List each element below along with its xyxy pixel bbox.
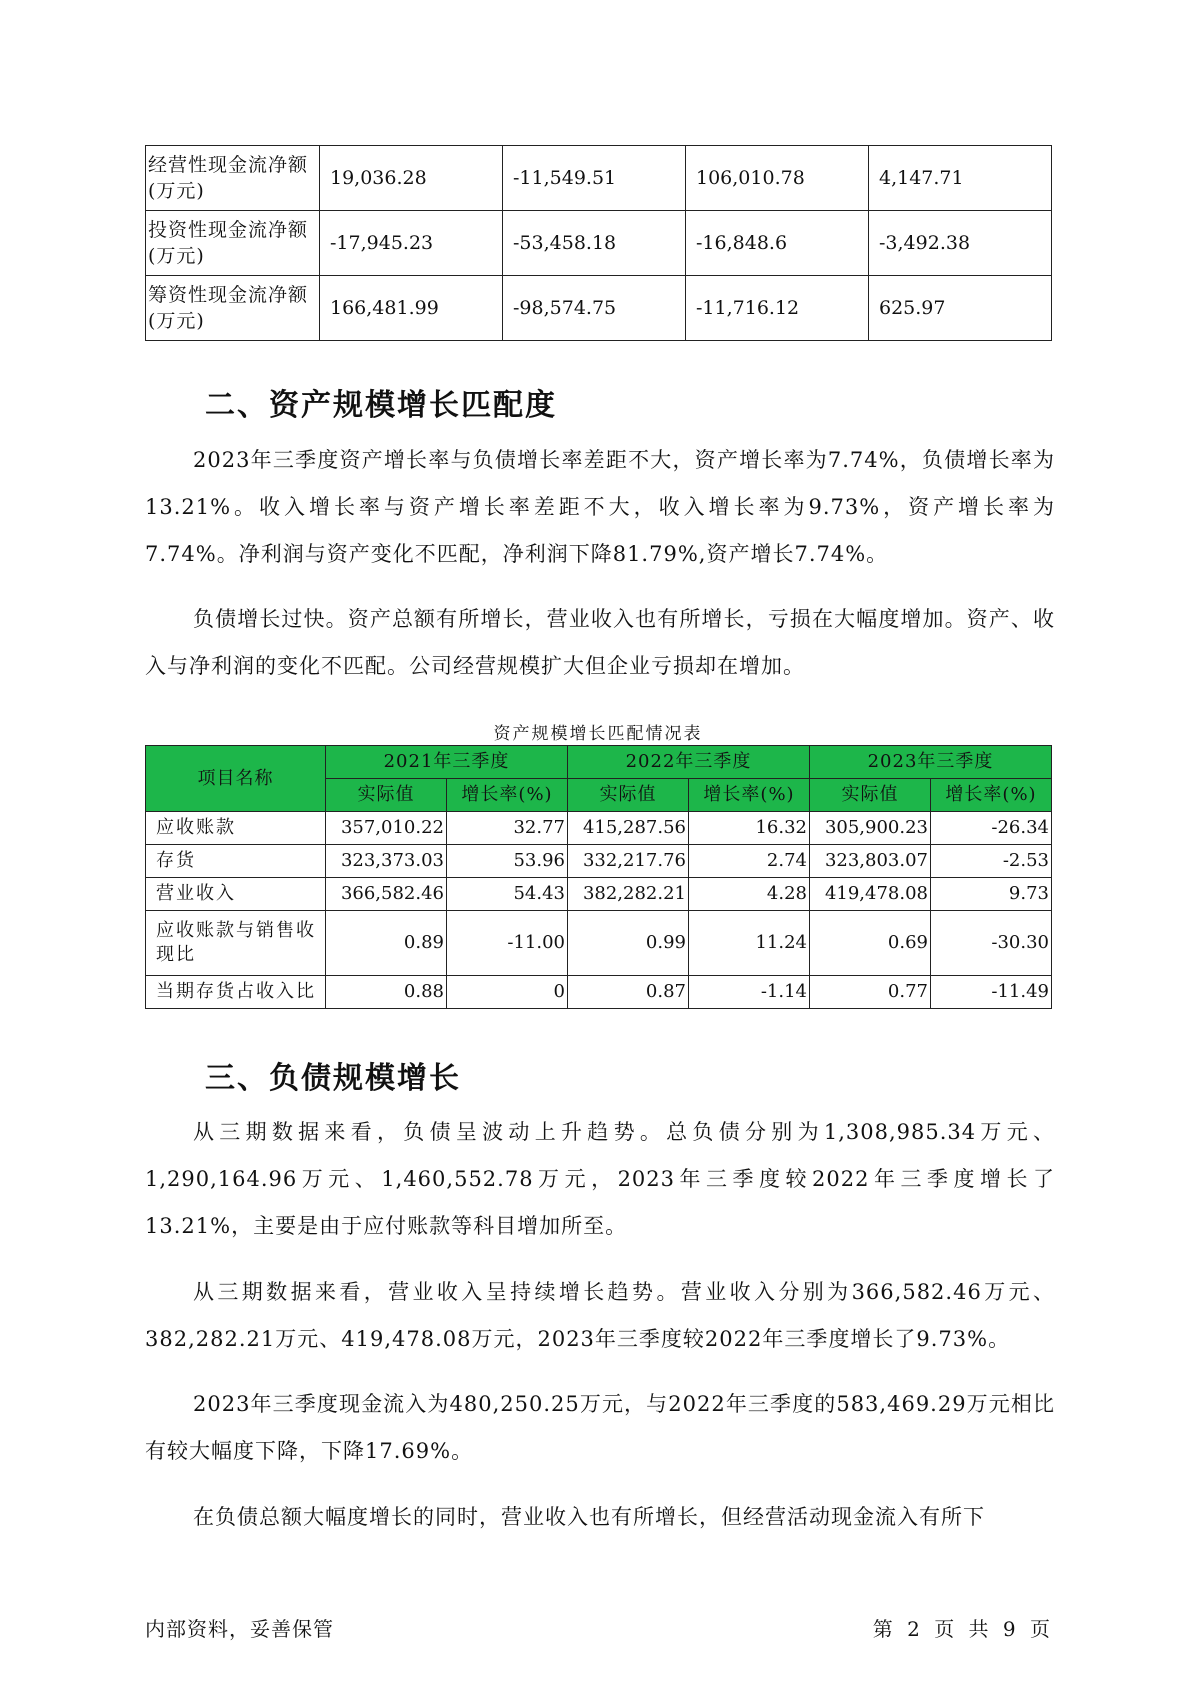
table-cell: 0.77 [810, 976, 931, 1009]
table-cell: -17,945.23 [320, 211, 503, 276]
table-cell: 0.69 [810, 911, 931, 976]
paragraph: 负债增长过快。资产总额有所增长，营业收入也有所增长，亏损在大幅度增加。资产、收入与净利润的变化不匹配。公司经营规模扩大但企业亏损却在增加。 [145, 607, 1055, 678]
table-cell: -1.14 [689, 976, 810, 1009]
table-cell: 357,010.22 [326, 812, 447, 845]
table-cell: 32.77 [447, 812, 568, 845]
row-label: 经营性现金流净额(万元) [146, 146, 320, 211]
period-header: 2021年三季度 [326, 746, 568, 779]
table-cell: 9.73 [931, 878, 1052, 911]
column-header: 增长率(%) [931, 779, 1052, 812]
table-cell: -53,458.18 [503, 211, 686, 276]
row-label: 营业收入 [146, 878, 326, 911]
table-cell: 382,282.21 [568, 878, 689, 911]
table-cell: -11,549.51 [503, 146, 686, 211]
table-cell: 106,010.78 [686, 146, 869, 211]
table-cell: -11.49 [931, 976, 1052, 1009]
table-cell: 0.99 [568, 911, 689, 976]
table-cell: 19,036.28 [320, 146, 503, 211]
cashflow-table [145, 145, 1052, 341]
paragraph: 在负债总额大幅度增长的同时，营业收入也有所增长，但经营活动现金流入有所下 [193, 1505, 985, 1529]
table-cell: 419,478.08 [810, 878, 931, 911]
row-label: 应收账款与销售收现比 [146, 911, 326, 976]
table-cell: 166,481.99 [320, 276, 503, 341]
section-heading: 三、负债规模增长 [205, 1061, 461, 1096]
period-header: 2022年三季度 [568, 746, 810, 779]
page-number: 第 2 页 共 9 页 [872, 1617, 1051, 1641]
table-row [146, 911, 1052, 976]
table-cell: 0 [447, 976, 568, 1009]
period-header: 2023年三季度 [810, 746, 1052, 779]
row-label: 当期存货占收入比 [146, 976, 326, 1009]
paragraph: 2023年三季度现金流入为480,250.25万元，与2022年三季度的583,469.29万元相比有较大幅度下降，下降17.69%。 [145, 1392, 1055, 1463]
column-header: 项目名称 [146, 746, 326, 812]
table-cell: -26.34 [931, 812, 1052, 845]
table-row [146, 146, 1052, 211]
column-header: 实际值 [568, 779, 689, 812]
table-cell: -16,848.6 [686, 211, 869, 276]
section-heading: 二、资产规模增长匹配度 [205, 388, 557, 423]
table-cell: 0.89 [326, 911, 447, 976]
table-cell: 11.24 [689, 911, 810, 976]
table-row [146, 276, 1052, 341]
table-row [146, 812, 1052, 845]
table-caption: 资产规模增长匹配情况表 [493, 724, 703, 744]
table-row [146, 976, 1052, 1009]
footer-confidential-note: 内部资料，妥善保管 [145, 1617, 334, 1641]
asset-match-table [145, 745, 1052, 1009]
column-header: 增长率(%) [689, 779, 810, 812]
row-label: 应收账款 [146, 812, 326, 845]
row-label: 存货 [146, 845, 326, 878]
table-cell: 323,803.07 [810, 845, 931, 878]
paragraph: 从三期数据来看，负债呈波动上升趋势。总负债分别为1,308,985.34万元、1,290,164.96万元、1,460,552.78万元，2023年三季度较2022年三季度增长了13.21%，主要是由于应付账款等科目增加所至。 [145, 1120, 1055, 1238]
table-cell: 415,287.56 [568, 812, 689, 845]
table-cell: -98,574.75 [503, 276, 686, 341]
table-cell: 0.88 [326, 976, 447, 1009]
header-row [146, 746, 1052, 779]
table-row [146, 845, 1052, 878]
row-label: 投资性现金流净额(万元) [146, 211, 320, 276]
column-header: 实际值 [810, 779, 931, 812]
row-label: 筹资性现金流净额(万元) [146, 276, 320, 341]
table-cell: 4,147.71 [869, 146, 1052, 211]
table-cell: -30.30 [931, 911, 1052, 976]
table-cell: 4.28 [689, 878, 810, 911]
paragraph: 从三期数据来看，营业收入呈持续增长趋势。营业收入分别为366,582.46万元、382,282.21万元、419,478.08万元，2023年三季度较2022年三季度增长了9.73%。 [145, 1280, 1055, 1351]
table-cell: 0.87 [568, 976, 689, 1009]
table-cell: 366,582.46 [326, 878, 447, 911]
column-header: 增长率(%) [447, 779, 568, 812]
table-cell: -2.53 [931, 845, 1052, 878]
table-cell: -11,716.12 [686, 276, 869, 341]
table-cell: 2.74 [689, 845, 810, 878]
table-row [146, 878, 1052, 911]
table-cell: 323,373.03 [326, 845, 447, 878]
table-cell: 54.43 [447, 878, 568, 911]
table-cell: 625.97 [869, 276, 1052, 341]
column-header: 实际值 [326, 779, 447, 812]
table-cell: 305,900.23 [810, 812, 931, 845]
table-cell: 53.96 [447, 845, 568, 878]
table-cell: 16.32 [689, 812, 810, 845]
table-cell: -11.00 [447, 911, 568, 976]
paragraph: 2023年三季度资产增长率与负债增长率差距不大，资产增长率为7.74%，负债增长率为13.21%。收入增长率与资产增长率差距不大，收入增长率为9.73%，资产增长率为7.74%。净利润与资产变化不匹配，净利润下降81.79%,资产增长7.74%。 [145, 448, 1055, 566]
table-cell: 332,217.76 [568, 845, 689, 878]
table-row [146, 211, 1052, 276]
table-cell: -3,492.38 [869, 211, 1052, 276]
